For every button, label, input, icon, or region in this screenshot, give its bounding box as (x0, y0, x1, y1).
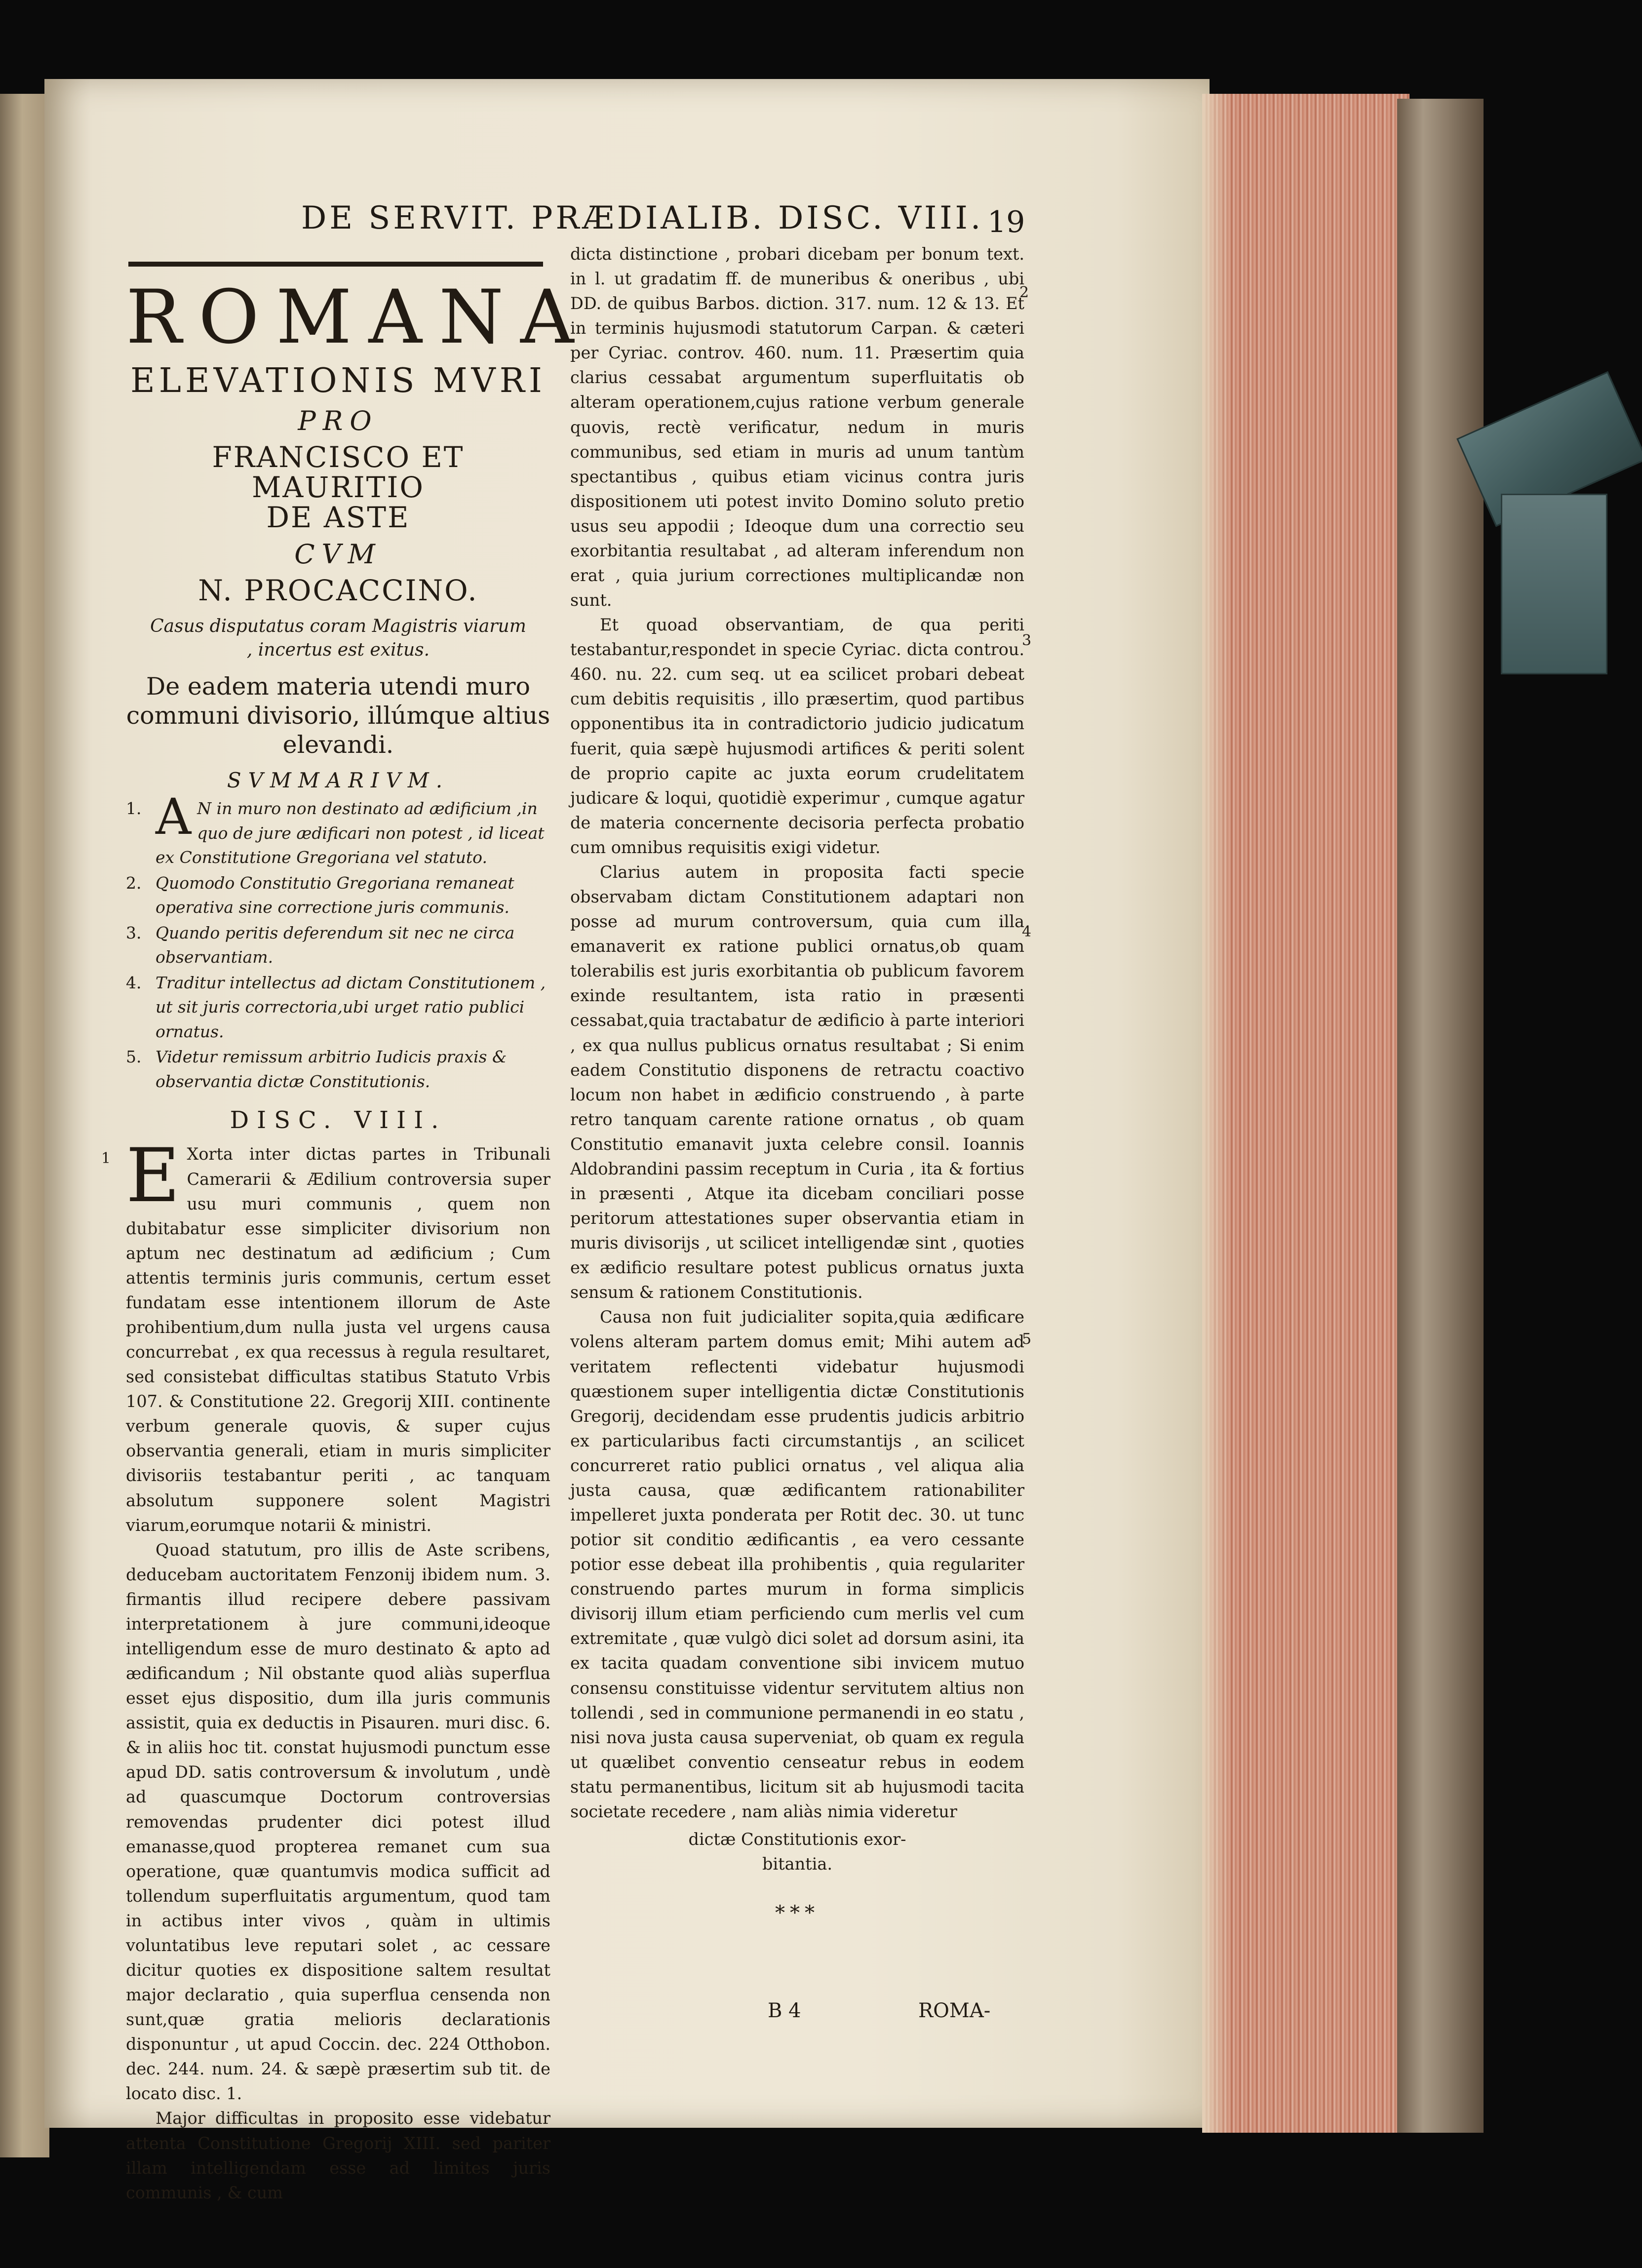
party-one-line2: DE ASTE (266, 501, 410, 535)
margin-number: 1 (101, 1150, 111, 1168)
summary-item (126, 971, 550, 1044)
summary-text: Quomodo Constitutio Gregoriana remaneat operativa sine correctione juris communis. (156, 873, 514, 917)
closing-line: dictæ Constitutionis exor- (688, 1830, 906, 1849)
running-title: DE SERVIT. PRÆDIALIB. DISC. VIII. (301, 200, 984, 236)
paragraph: E Xorta inter dictas partes in Tribunali Camerarii & Ædilium controversia super usu muri communis , quem non dubitabatur esse simpliciter divisorium non aptum nec destinatum ad ædificium ; Cum attentis terminis juris communis, certum esset fundatam esse intentionem illorum de Aste prohibentium,dum nulla justa vel urgens causa concurrebat , ex qua recessus à regula resultaret, sed consistebat difficultas statibus Statuto Vrbis 107. & Constitutione 22. Gregorij XIII. continente verbum generale quovis, & super cujus observantia generali, etiam in muris simpliciter divisoriis testabantur periti , ac tanquam absolutum supponere solent Magistri viarum,eorumque notarii & ministri. (126, 1133, 550, 1535)
page-block-edge (1202, 94, 1409, 2133)
paragraph: Et quoad observantiam, de qua periti testabantur,respondet in specie Cyriac. dicta controu. 460. nu. 22. cum seq. ut ea scilicet probari debeat cum debitis requisitis , illo præsertim, quod partibus opponentibus ita in contradictorio judicio judicatum fuerit, quia sæpè hujusmodi artifices & periti solent de proprio capite ac juxta eorum crudelitatem judicare & loqui, quotidiè experimur , cumque agatur de materia concernente decisoria perfecta probatio cum omnibus requisitis exigi videtur. (570, 615, 1024, 857)
summary-text: N in muro non destinato ad ædificium ,in quo de jure ædificari non potest , id liceat ex Constitutione Gregoriana vel statuto. (156, 799, 545, 867)
summary-item (126, 871, 550, 920)
case-subtitle: ELEVATIONIS MVRI (130, 361, 546, 400)
summary-number: 4. (126, 973, 142, 992)
paragraph: dicta distinctione , probari dicebam per bonum text. in l. ut gradatim ff. de muneribus & oneribus , ubi DD. de quibus Barbos. diction. 317. num. 12 & 13. Et in terminis hujusmodi statutorum Carpan. & cæteri per Cyriac. controv. 460. num. 11. Præsertim quia clarius cessabat argumentum superfluitatis ob alteram operationem,cujus ratione verbum generale quovis, rectè verificatur, nedum in muris communibus, sed etiam in muris ad unum tantùm spectantibus , quibus etiam vicinus contra juris dispositionem uti potest invito Domino soluto pretio usus seu appodii ; Ideoque dum una correctio seu exorbitantia resultabat , ad alteram inferendum non erat , quia jurium correctiones multiplicandæ non sunt. (570, 244, 1024, 610)
summary-number: 1. (126, 799, 142, 819)
summary-number: 5. (126, 1047, 142, 1067)
body-text-left (126, 1133, 550, 2205)
summary-dropcap: A (156, 788, 192, 846)
disc-heading: DISC. VIII. (230, 1106, 447, 1134)
clasp-plate (1501, 494, 1607, 674)
case-note: Casus disputatus coram Magistris viarum , incertus est exitus. (150, 616, 526, 661)
summarium-heading: SVMMARIVM. (227, 768, 450, 793)
summary-text: Quando peritis deferendum sit nec ne circa observantiam. (156, 923, 515, 967)
party-one-line1: FRANCISCO ET MAURITIO (212, 440, 465, 505)
case-topic: De eadem materia utendi muro communi divisorio, illúmque altius elevandi. (126, 672, 550, 759)
case-title: ROMANA (126, 274, 591, 360)
body-dropcap: E (126, 1133, 180, 1219)
left-column (101, 269, 591, 2205)
margin-number: 4 (1022, 923, 1032, 940)
summary-number: 3. (126, 923, 142, 942)
header-rule (128, 262, 543, 267)
right-column (570, 242, 1024, 1924)
body-text-right (570, 242, 1024, 1824)
summary-list (126, 788, 550, 1094)
folio-number: 19 (987, 205, 1025, 239)
paragraph: Major difficultas in proposito esse videbatur attenta Constitutione Gregorij XIII. sed pariter illam intelligendam esse ad limites juris communis , & cum (126, 2109, 550, 2202)
summary-number: 2. (126, 873, 142, 893)
catchword: ROMA- (918, 1999, 991, 2022)
fleuron-ornament: *** (775, 1901, 820, 1924)
party-two: N. PROCACCINO. (198, 573, 478, 607)
book-cover-left (0, 94, 49, 2157)
paragraph: Causa non fuit judicialiter sopita,quia ædificare volens alteram partem domus emit; Mihi autem ad veritatem reflectenti videbatur hujusmodi quæstionem super intelligentia dictæ Constitutionis Gregorij, decidendam esse prudentis judicis arbitrio ex particularibus facti circumstantijs , an scilicet concurreret ratio publici ornatus , vel aliqua alia justa causa, quæ ædificantem rationabiliter impelleret juxta ponderata per Rotit dec. 30. ut tunc potior sit conditio ædificantis , ea vero cessante potior esse debeat illa prohibentis , quia regulariter construendo partes murum in forma simplicis divisorij illum etiam perficiendo cum merlis vel cum extremitate , quæ vulgò dici solet ad dorsum asini, ita ex tacita quadam conventione sibi invicem mutuo consensu constituisse videntur servitutem altius non tollendi , sed in communione permanendi in eo statu , nisi nova justa causa superveniat, ob quam ex regula ut quælibet conventio censeatur rebus in eodem statu permanentibus, licitum sit ab hujusmodi tacita societate recedere , nam aliàs nimia videretur (570, 1307, 1024, 1821)
book-spine (1397, 99, 1484, 2133)
paragraph: Clarius autem in proposita facti specie observabam dictam Constitutionem adaptari non posse ad murum controversum, quia cum illa emanaverit ex ratione publici ornatus,ob quam tolerabilis est juris exorbitantia ob publicum favorem exinde resultantem, ista ratio in præsenti cessabat,quia tractabatur de ædificio à parte interiori , ex qua nullus publicus ornatus resultabat ; Si enim eadem Constitutio disponens de retractu coactivo locum non habet in ædificio construendo , à parte retro tanquam carente ratione ornatus , ob quam Constitutio emanavit juxta celebre consil. Ioannis Aldobrandini passim receptum in Curia , ita & fortius in præsenti , Atque ita dicebam conciliari posse peritorum attestationes super observantia etiam in muris divisorijs , ut scilicet intelligendæ sint , quoties ex ædificio resultare potest publicus ornatus juxta sensum & rationem Constitutionis. (570, 862, 1024, 1302)
margin-number: 3 (1022, 632, 1032, 649)
summary-item (126, 1045, 550, 1094)
cum-label: CVM (294, 538, 382, 570)
margin-number: 5 (1022, 1330, 1032, 1348)
pro-label: PRO (298, 405, 379, 437)
signature-mark: B 4 (768, 1999, 801, 2022)
summary-text: Videtur remissum arbitrio Iudicis praxis & observantia dictæ Constitutionis. (156, 1047, 507, 1091)
closing-line: bitantia. (762, 1854, 832, 1874)
summary-item (126, 788, 550, 870)
paragraph: Quoad statutum, pro illis de Aste scribens, deducebam auctoritatem Fenzonij ibidem num. 3. firmantis illud recipere debere passivam interpretationem à jure communi,ideoque intelligendum esse de muro destinato & apto ad ædificandum ; Nil obstante quod aliàs superflua esset ejus dispositio, dum illa juris communis assistit, quia ex deductis in Pisauren. muri disc. 6. & in aliis hoc tit. constat hujusmodi punctum esse apud DD. satis controversum & involutum , undè ad quascumque Doctorum controversias removendas prudenter dici potest illud emanasse,quod propterea remanet cum sua operatione, quæ quantumvis modica sufficit ad tollendum superfluitatis argumentum, quod tam in actibus inter vivos , quàm in ultimis voluntatibus leve reputari solet , ac cessare dicitur quoties ex dispositione saltem resultat major declaratio , quia superflua censenda non sunt,quæ gratia melioris declarationis disponuntur , ut apud Coccin. dec. 224 Otthobon. dec. 244. num. 24. & sæpè præsertim sub tit. de locato disc. 1. (126, 1540, 550, 2104)
page-edge-shade (1202, 94, 1232, 2133)
summary-item (126, 921, 550, 970)
margin-number: 2 (1019, 284, 1029, 301)
summary-text: Traditur intellectus ad dictam Constitutionem , ut sit juris correctoria,ubi urget ratio publici ornatus. (156, 973, 546, 1041)
